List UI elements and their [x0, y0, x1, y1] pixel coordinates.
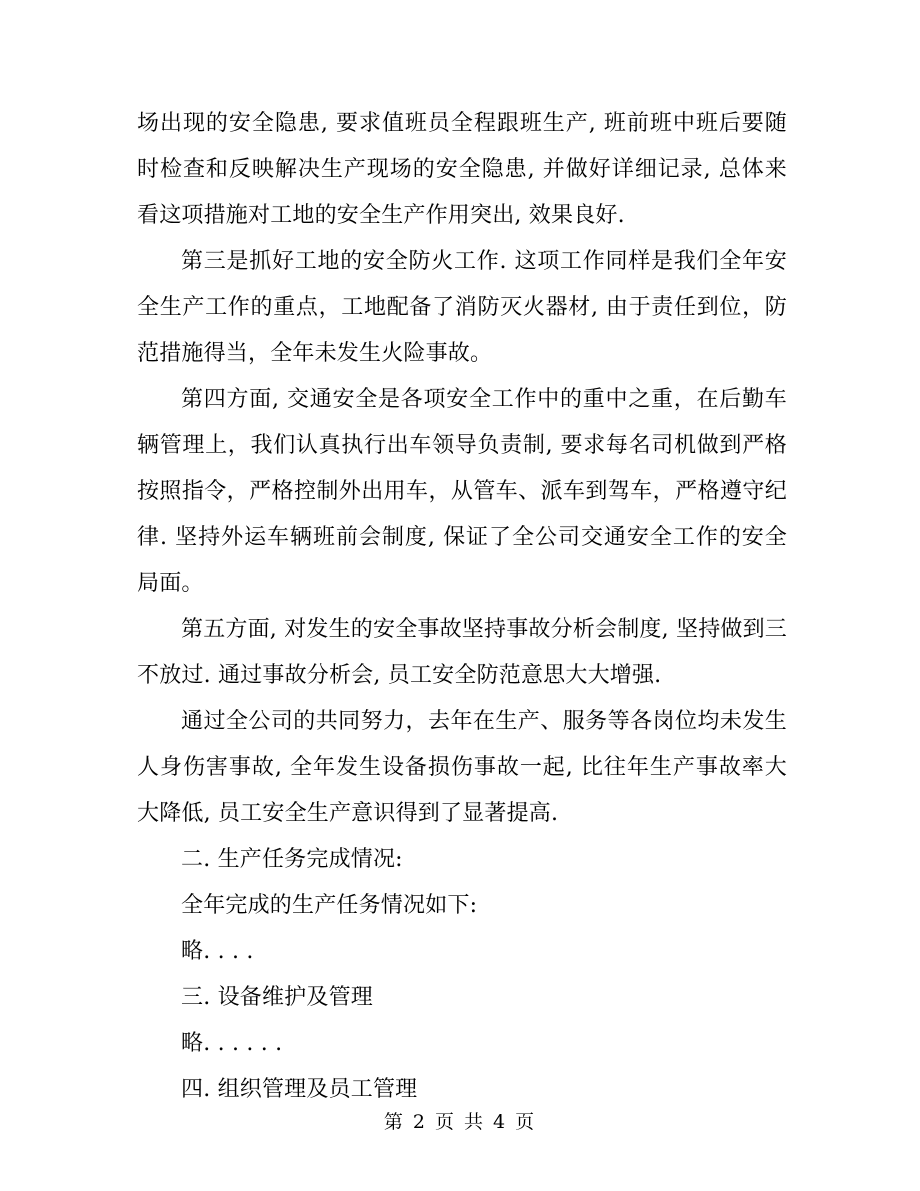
- paragraph-omitted-2: 略. . . . . .: [181, 1031, 283, 1056]
- paragraph-traffic-safety: 第四方面, 交通安全是各项安全工作中的重中之重，在后勤车辆管理上，我们认真执行出车领导负责制, 要求每名司机做到严格按照指令，严格控制外出用车，从管车、派车到驾车，严格遵守纪律. 坚持外运车辆班前会制度, 保证了全公司交通安全工作的安全局面。: [137, 387, 787, 596]
- paragraph-accident-analysis: 第五方面, 对发生的安全事故坚持事故分析会制度, 坚持做到三不放过. 通过事故分析会, 员工安全防范意思大大增强.: [137, 617, 787, 688]
- paragraph-production-intro: 全年完成的生产任务情况如下:: [181, 893, 478, 918]
- section-heading-organization: 四. 组织管理及员工管理: [181, 1077, 418, 1102]
- document-body: [137, 101, 787, 1113]
- section-heading-production: 二. 生产任务完成情况:: [181, 847, 403, 872]
- section-heading-equipment: 三. 设备维护及管理: [181, 985, 373, 1010]
- paragraph-omitted-1: 略. . . .: [181, 939, 254, 964]
- paragraph-continued: 场出现的安全隐患, 要求值班员全程跟班生产, 班前班中班后要随时检查和反映解决生产现场的安全隐患, 并做好详细记录, 总体来看这项措施对工地的安全生产作用突出, 效果良好.: [137, 111, 787, 228]
- paragraph-fire-safety: 第三是抓好工地的安全防火工作. 这项工作同样是我们全年安全生产工作的重点，工地配备了消防灭火器材, 由于责任到位，防范措施得当，全年未发生火险事故。: [137, 249, 787, 366]
- page-footer: 第 2 页 共 4 页: [383, 1111, 537, 1133]
- paragraph-summary: 通过全公司的共同努力，去年在生产、服务等各岗位均未发生人身伤害事故, 全年发生设备损伤事故一起, 比往年生产事故率大大降低, 员工安全生产意识得到了显著提高.: [137, 709, 787, 826]
